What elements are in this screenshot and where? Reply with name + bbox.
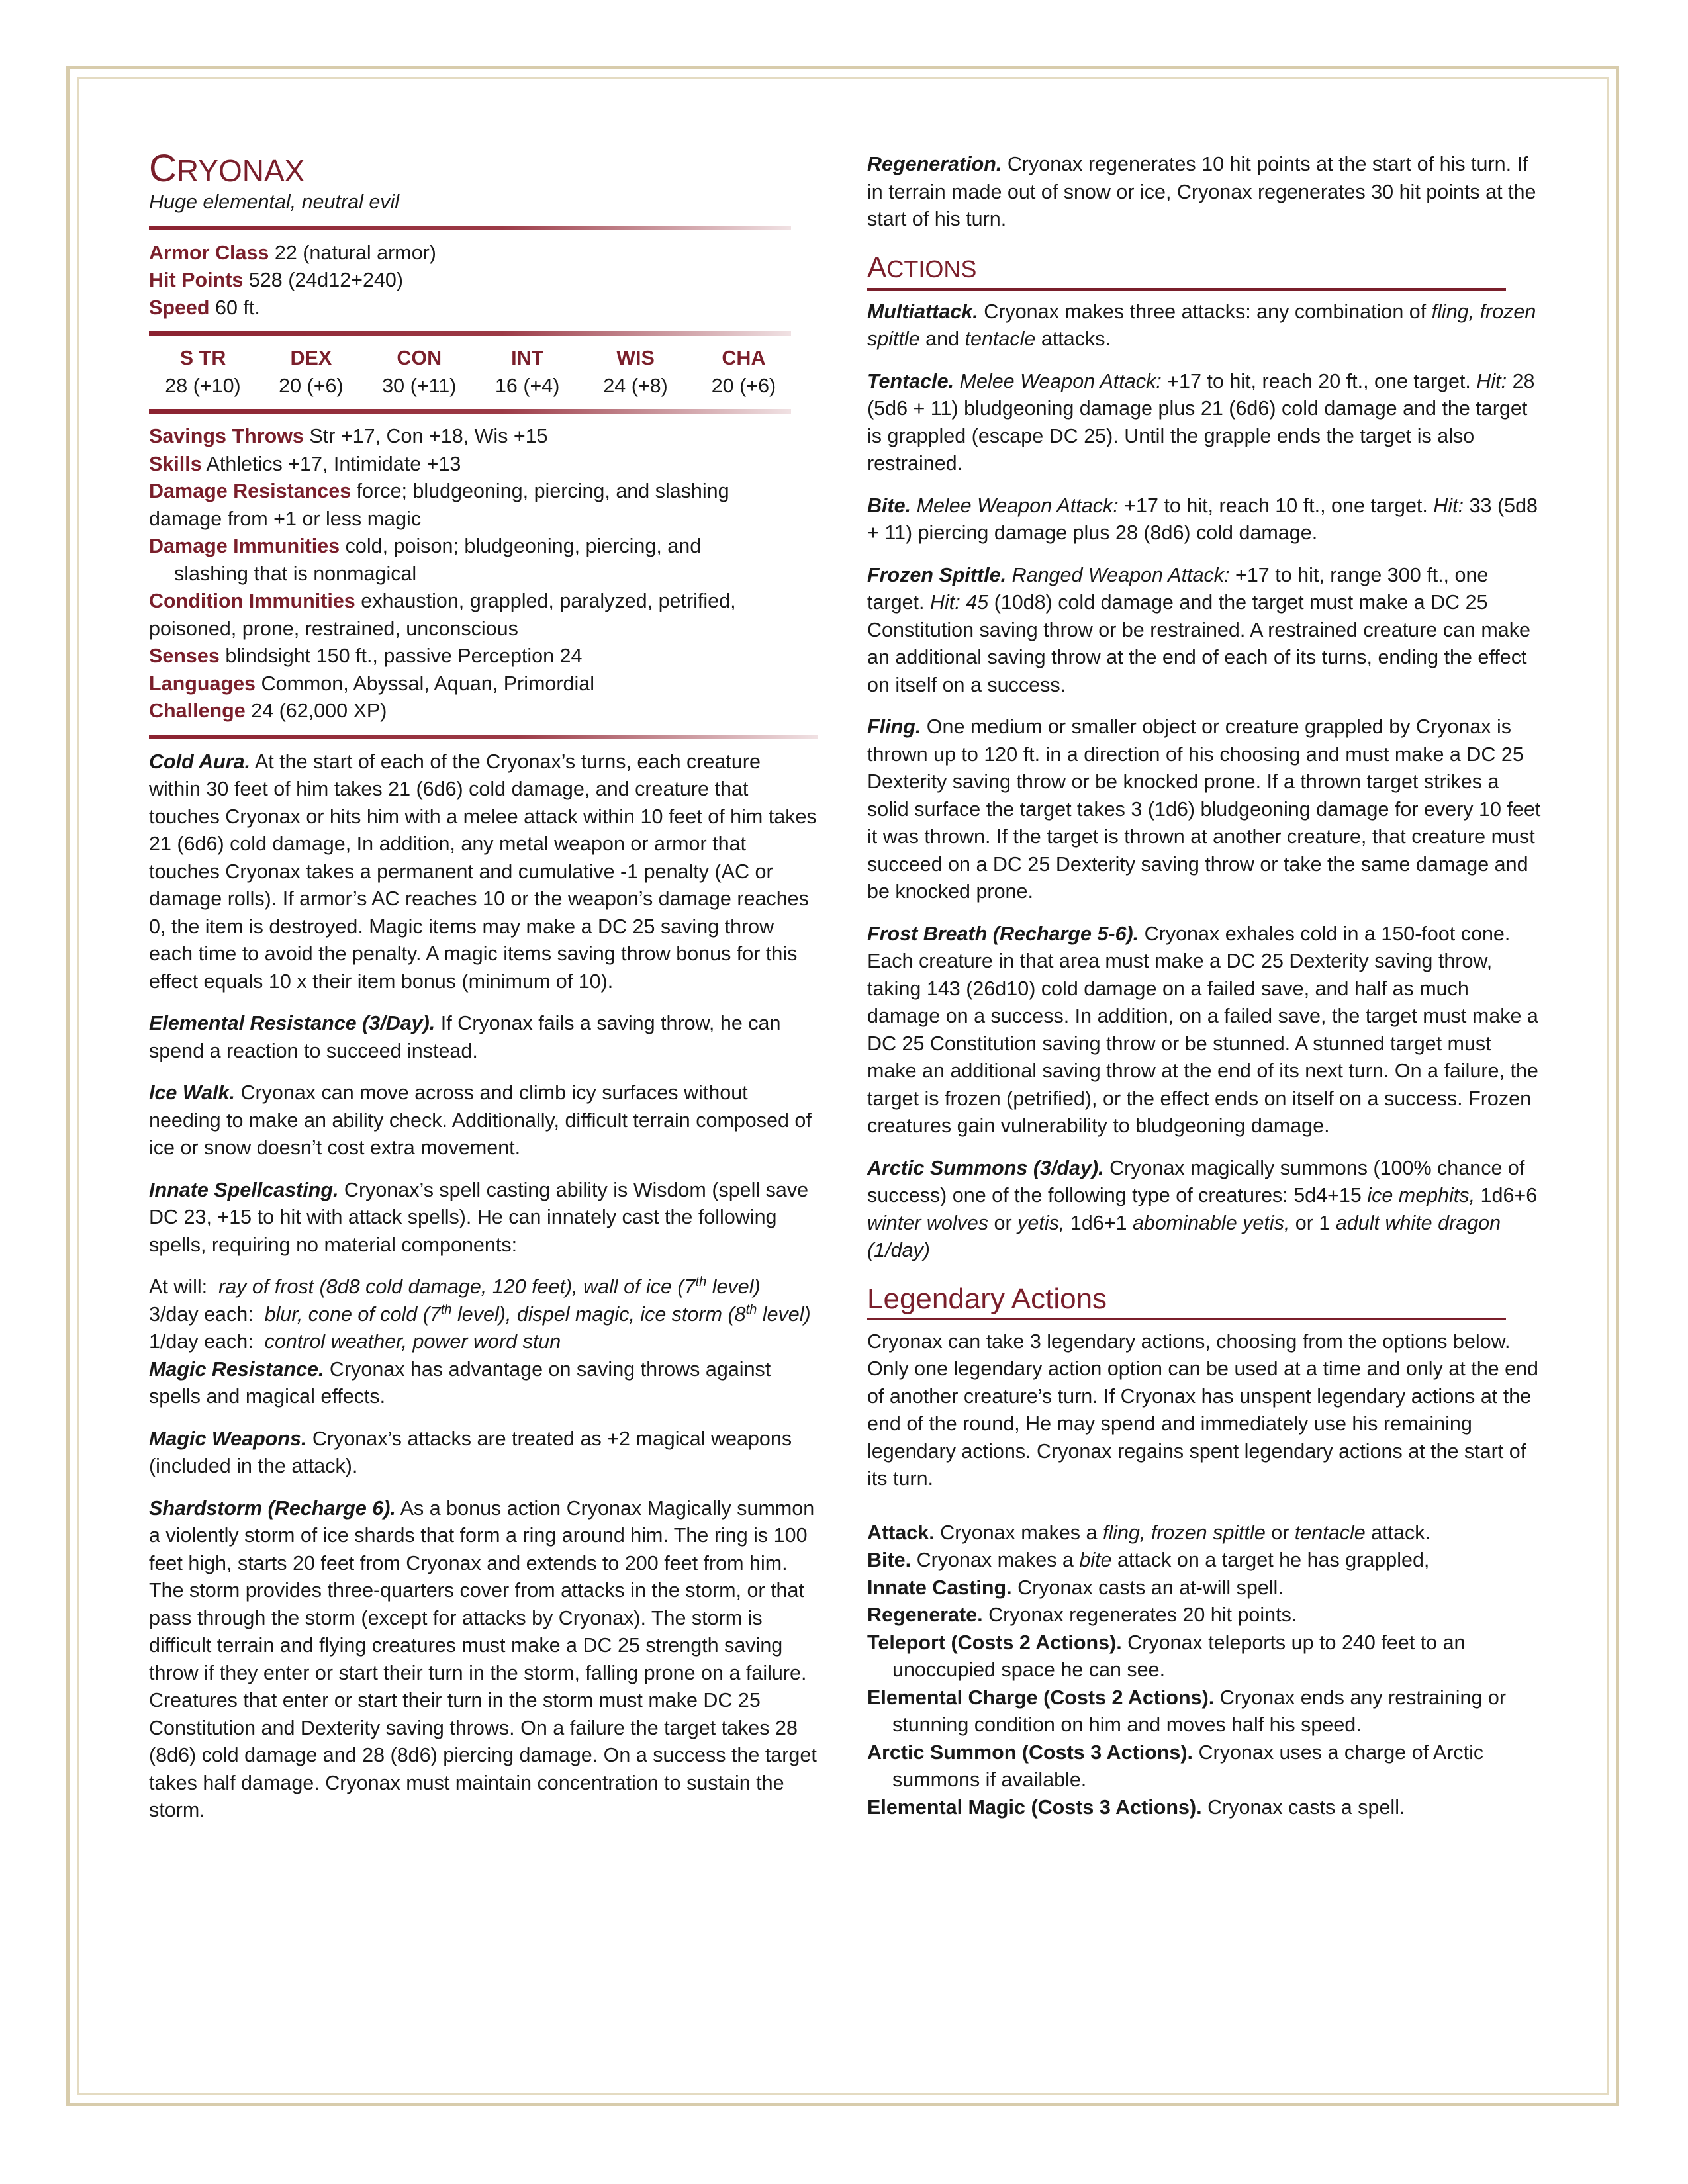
ability-con: CON 30 (+11) [382, 347, 457, 397]
right-column [867, 151, 1542, 1821]
legendary-elemental-magic: Elemental Magic (Costs 3 Actions). Cryonax casts a spell. [867, 1796, 1405, 1819]
condition-immunities-cont: poisoned, prone, restrained, unconscious [149, 617, 518, 640]
armor-class: Armor Class 22 (natural armor) [149, 241, 436, 264]
divider [149, 409, 791, 414]
legendary-elemental-charge: Elemental Charge (Costs 2 Actions). Cryonax ends any restraining or stunning condition on him and moves half his speed. [867, 1686, 1507, 1736]
spells-at-will: At will: ray of frost (8d8 cold damage, 120 feet), wall of ice (7th level) [149, 1274, 761, 1298]
legendary-teleport: Teleport (Costs 2 Actions). Cryonax teleports up to 240 feet to an unoccupied space he can see. [867, 1631, 1466, 1681]
legendary-arctic-summon: Arctic Summon (Costs 3 Actions). Cryonax uses a charge of Arctic summons if available. [867, 1741, 1484, 1791]
skills: Skills Athletics +17, Intimidate +13 [149, 452, 461, 475]
divider [149, 735, 818, 739]
damage-resistances: Damage Resistances force; bludgeoning, piercing, and slashing [149, 480, 729, 502]
trait-elemental-resistance: Elemental Resistance (3/Day). If Cryonax fails a saving throw, he can spend a reaction to succeed instead. [149, 1012, 781, 1062]
legendary-regenerate: Regenerate. Cryonax regenerates 20 hit points. [867, 1604, 1297, 1626]
hit-points: Hit Points 528 (24d12+240) [149, 269, 404, 291]
legendary-innate-casting: Innate Casting. Cryonax casts an at-will spell. [867, 1576, 1284, 1599]
challenge: Challenge 24 (62,000 XP) [149, 700, 387, 722]
spells-three-per-day: 3/day each: blur, cone of cold (7th level), dispel magic, ice storm (8th level) [149, 1302, 811, 1326]
action-arctic-summons: Arctic Summons (3/day). Cryonax magically summons (100% chance of success) one of the following type of creatures: 5d4+15 ice mephits, 1d6+6 winter wolves or yetis, 1d6+1 abominable yetis, or 1 adult white dragon (1/day) [867, 1156, 1538, 1261]
ability-scores [149, 345, 798, 400]
trait-shardstorm: Shardstorm (Recharge 6). As a bonus action Cryonax Magically summon a violently storm of ice shards that form a ring around him. The ring is 100 feet high, starts 20 feet from Cryonax and extends to 200 feet from him. The storm provides three-quarters cover from attacks in the storm, or that pass through the storm (except for attacks by Cryonax). The storm is difficult terrain and flying creatures must make a DC 25 strength saving throw if they enter or start their turn in the storm, falling prone on a failure. Creatures that enter or start their turn in the storm must make DC 25 Constitution and Dexterity saving throws. On a failure the target takes 28 (8d6) cold damage and 28 (8d6) piercing damage. On a success the target takes half damage. Cryonax must maintain concentration to sustain the storm. [149, 1496, 817, 1821]
languages: Languages Common, Abyssal, Aquan, Primordial [149, 672, 594, 695]
action-multiattack: Multiattack. Cryonax makes three attacks: any combination of fling, frozen spittle and tentacle attacks. [867, 300, 1536, 350]
damage-immunities: Damage Immunities cold, poison; bludgeoning, piercing, and [149, 535, 702, 557]
monster-name: CRYONAX [149, 147, 305, 190]
ability-str: S TR 28 (+10) [165, 347, 241, 397]
damage-immunities-cont: slashing that is nonmagical [174, 562, 417, 585]
ability-int: INT 16 (+4) [494, 347, 560, 397]
divider [149, 226, 791, 230]
action-bite: Bite. Melee Weapon Attack: +17 to hit, reach 10 ft., one target. Hit: 33 (5d8 + 11) piercing damage plus 28 (8d6) cold damage. [867, 494, 1538, 544]
action-fling: Fling. One medium or smaller object or creature grappled by Cryonax is thrown up to 120 ft. in a direction of his choosing and must make a DC 25 Dexterity saving throw or be knocked prone. If a thrown target strikes a solid surface the target takes 3 (1d6) bludgeoning damage for every 10 feet it was thrown. If the target is thrown at another creature, that creature must succeed on a DC 25 Dexterity saving throw or take the same damage and be knocked prone. [867, 715, 1541, 903]
trait-ice-walk: Ice Walk. Cryonax can move across and climb icy surfaces without needing to make an ability check. Additionally, difficult terrain composed of ice or snow doesn’t cost extra movement. [149, 1081, 812, 1159]
legendary-attack: Attack. Cryonax makes a fling, frozen spittle or tentacle attack. [867, 1521, 1431, 1544]
action-frost-breath: Frost Breath (Recharge 5-6). Cryonax exhales cold in a 150-foot cone. Each creature in that area must make a DC 25 Dexterity saving throw, taking 143 (26d10) cold damage on a failed save, and half as much damage on a success. In addition, on a failed save, the target must make a DC 25 Constitution saving throw or be stunned. A stunned target must make an additional saving throw at the end of its next turn. On a failure, the target is frozen (petrified), or the effect ends on itself on a success. Frozen creatures gain vulnerability to bludgeoning damage. [867, 922, 1538, 1137]
action-frozen-spittle: Frozen Spittle. Ranged Weapon Attack: +17 to hit, range 300 ft., one target. Hit: 45 (10d8) cold damage and the target must make a DC 25 Constitution saving throw or be restrained. A restrained creature can make an additional saving throw at the end of each of its turns, ending the effect on itself on a success. [867, 563, 1530, 696]
legendary-intro: Cryonax can take 3 legendary actions, choosing from the options below. Only one legendary action option can be used at a time and only at the end of another creature’s turn. If Cryonax has unspent legendary actions at the end of the round, He may spend and immediately use his remaining legendary actions. Cryonax regains spent legendary actions at the start of its turn. [867, 1330, 1538, 1490]
speed: Speed 60 ft. [149, 296, 260, 319]
left-column [149, 147, 818, 1839]
trait-innate-spellcasting: Innate Spellcasting. Cryonax’s spell casting ability is Wisdom (spell save DC 23, +15 to hit with attack spells). He can innately cast the following spells, requiring no material components: [149, 1178, 809, 1256]
monster-type-line: Huge elemental, neutral evil [149, 191, 400, 213]
trait-cold-aura: Cold Aura. At the start of each of the Cryonax’s turns, each creature within 30 feet of him takes 21 (6d6) cold damage, and creature that touches Cryonax or hits him with a melee attack within 10 feet of him takes 21 (6d6) cold damage, In addition, any metal weapon or armor that touches Cryonax takes a permanent and cumulative -1 penalty (AC or damage rolls). If armor’s AC reaches 10 or the weapon’s damage reaches 0, the item is destroyed. Magic items may make a DC 25 saving throw each time to avoid the penalty. A magic items saving throw bonus for this effect equals 10 x their item bonus (minimum of 10). [149, 750, 817, 993]
ability-dex: DEX 20 (+6) [279, 347, 344, 397]
actions-heading: ACTIONS [867, 251, 1506, 291]
ability-wis: WIS 24 (+8) [603, 347, 668, 397]
ability-cha: CHA 20 (+6) [711, 347, 776, 397]
divider [149, 331, 791, 336]
legendary-bite: Bite. Cryonax makes a bite attack on a target he has grappled, [867, 1549, 1430, 1571]
trait-regeneration: Regeneration. Cryonax regenerates 10 hit points at the start of his turn. If in terrain made out of snow or ice, Cryonax regenerates 30 hit points at the start of his turn. [867, 153, 1536, 230]
action-tentacle: Tentacle. Melee Weapon Attack: +17 to hit, reach 20 ft., one target. Hit: 28 (5d6 + 11) bludgeoning damage plus 21 (6d6) cold damage and the target is grappled (escape DC 25). Until the grapple ends the target is also restrained. [867, 369, 1535, 475]
spells-one-per-day: 1/day each: control weather, power word stun [149, 1330, 561, 1353]
saving-throws: Savings Throws Str +17, Con +18, Wis +15 [149, 425, 548, 447]
senses: Senses blindsight 150 ft., passive Perception 24 [149, 645, 583, 667]
damage-resistances-cont: damage from +1 or less magic [149, 507, 422, 530]
condition-immunities: Condition Immunities exhaustion, grappled, paralyzed, petrified, [149, 590, 736, 612]
trait-magic-weapons: Magic Weapons. Cryonax’s attacks are treated as +2 magical weapons (included in the attack). [149, 1427, 792, 1477]
legendary-actions-heading: Legendary Actions [867, 1282, 1506, 1320]
trait-magic-resistance: Magic Resistance. Cryonax has advantage on saving throws against spells and magical effects. [149, 1357, 771, 1408]
